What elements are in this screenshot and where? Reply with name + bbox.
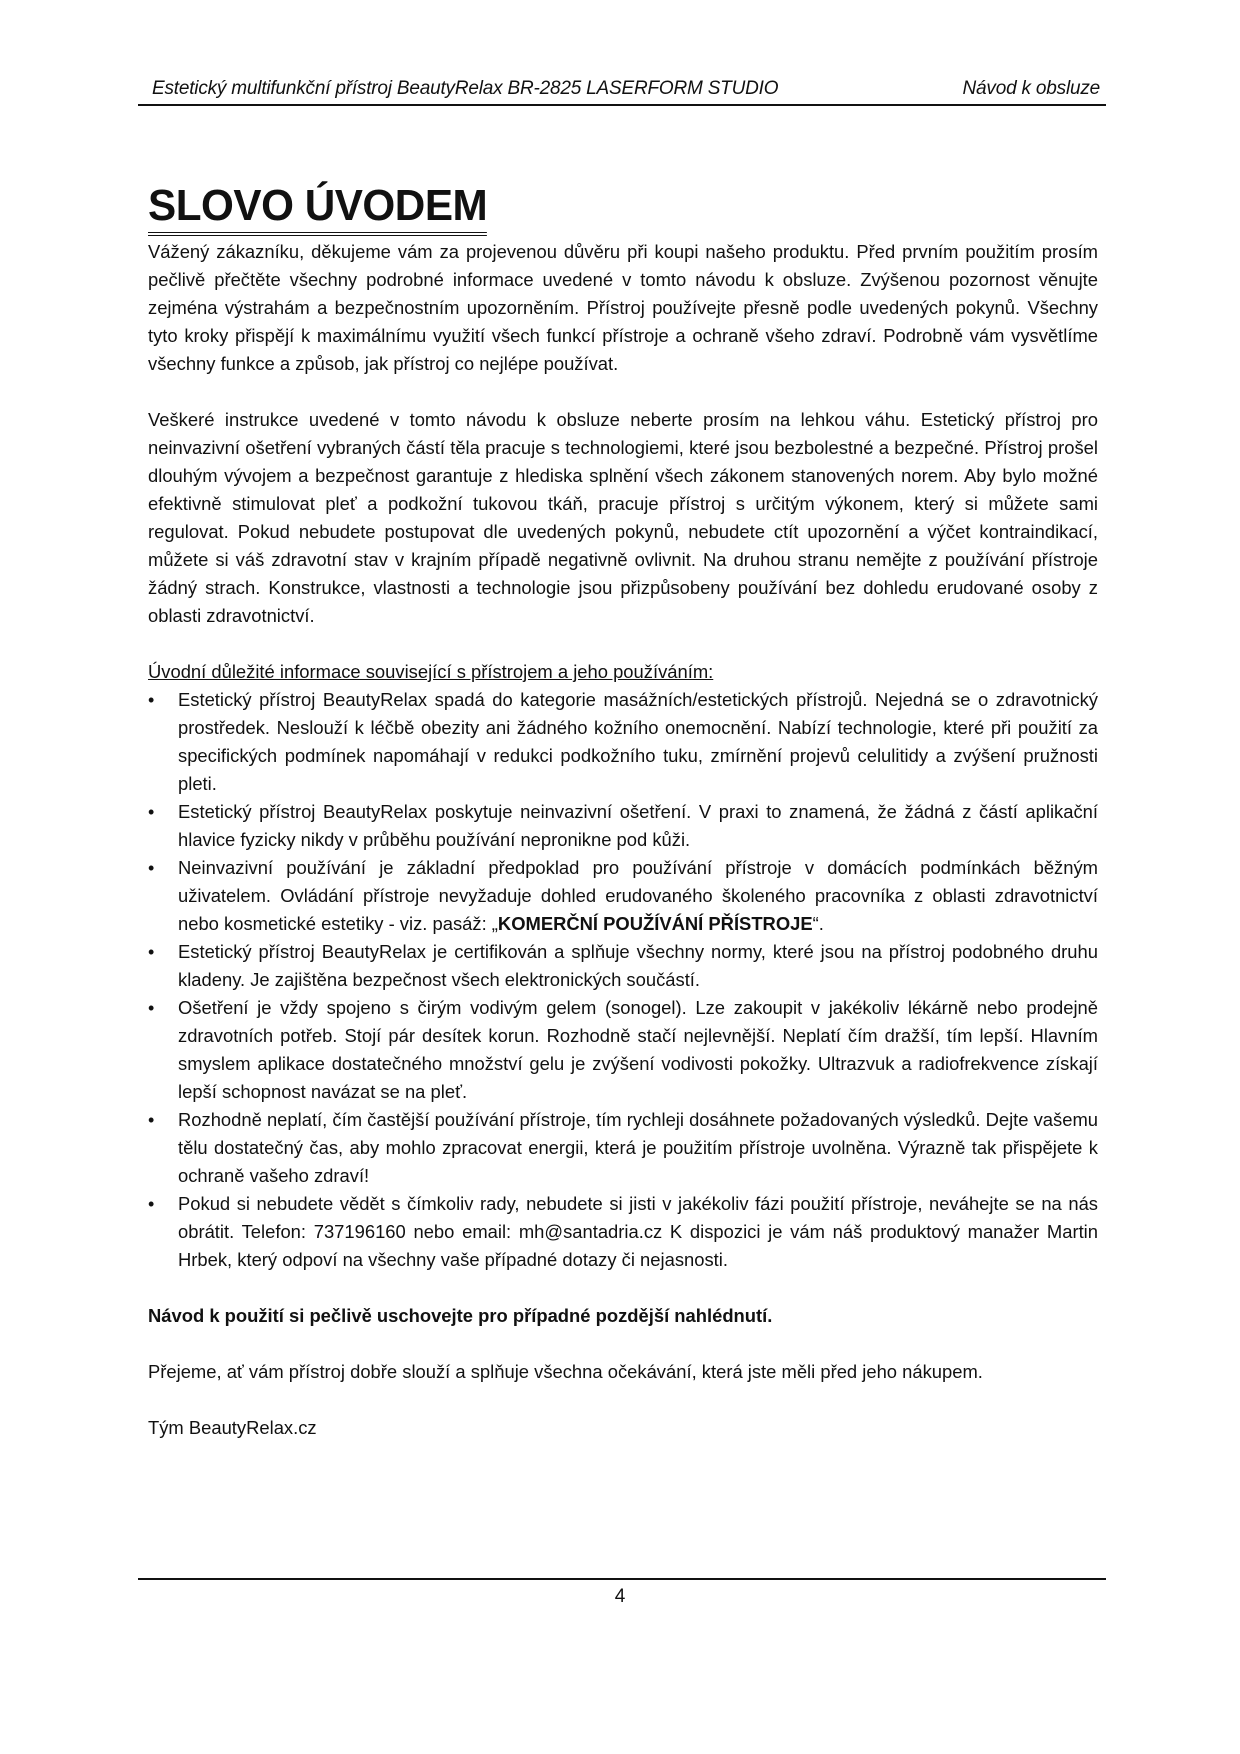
bullet-icon: • bbox=[148, 942, 155, 962]
page-content bbox=[148, 180, 1098, 1442]
info-heading: Úvodní důležité informace související s přístrojem a jeho používáním: bbox=[148, 661, 714, 682]
section-reference: KOMERČNÍ POUŽÍVÁNÍ PŘÍSTROJE bbox=[497, 913, 813, 934]
bullet-text-tail: “. bbox=[812, 913, 824, 934]
running-header bbox=[138, 74, 1106, 106]
bullet-icon: • bbox=[148, 998, 155, 1018]
paragraph-spacer bbox=[148, 630, 1098, 658]
instructions-paragraph: Veškeré instrukce uvedené v tomto návodu k obsluze neberte prosím na lehkou váhu. Estetický přístroj pro neinvazivní ošetření vybraných částí těla pracuje s technologiemi, které jsou bezbolestné a bezpečné. Přístroj prošel dlouhým vývojem a bezpečnost garantuje z hlediska splnění všech zákonem stanovených norem. Aby bylo možné efektivně stimulovat pleť a podkožní tukovou tkáň, pracuje přístroj s určitým výkonem, který si můžete sami regulovat. Pokud nebudete postupovat dle uvedených pokynů, nebudete ctít upozornění a výčet kontraindikací, můžete si váš zdravotní stav v krajním případě negativně ovlivnit. Na druhou stranu nemějte z používání přístroje žádný strach. Konstrukce, vlastnosti a technologie jsou přizpůsobeny používání bez dohledu erudované osoby z oblasti zdravotnictví. bbox=[148, 409, 1098, 626]
bullet-icon: • bbox=[148, 858, 155, 878]
closing-paragraph: Přejeme, ať vám přístroj dobře slouží a splňuje všechna očekávání, která jste měli před jeho nákupem. bbox=[148, 1361, 983, 1382]
bullet-item bbox=[148, 854, 1098, 938]
bullet-item bbox=[148, 938, 1098, 994]
paragraph-spacer bbox=[148, 1330, 1098, 1358]
bullet-item bbox=[148, 1190, 1098, 1274]
header-manual-label: Návod k obsluze bbox=[962, 78, 1100, 99]
bullet-item bbox=[148, 1106, 1098, 1190]
page-number: 4 bbox=[614, 1586, 626, 1607]
bullet-icon: • bbox=[148, 690, 155, 710]
bullet-icon: • bbox=[148, 802, 155, 822]
signature: Tým BeautyRelax.cz bbox=[148, 1417, 317, 1438]
bullet-text: Estetický přístroj BeautyRelax je certifikován a splňuje všechny normy, které jsou na přístroj podobného druhu kladeny. Je zajištěna bezpečnost všech elektronických součástí. bbox=[178, 941, 1098, 990]
bullet-text: Ošetření je vždy spojeno s čirým vodivým gelem (sonogel). Lze zakoupit v jakékoliv lékárně nebo prodejně zdravotních potřeb. Stojí pár desítek korun. Rozhodně stačí nejlevnější. Neplatí čím dražší, tím lepší. Hlavním smyslem aplikace dostatečného množství gelu je zvýšení vodivosti pokožky. Ultrazvuk a radiofrekvence získají lepší schopnost navázat se na pleť. bbox=[178, 997, 1098, 1102]
header-product-title: Estetický multifunkční přístroj BeautyRelax BR-2825 LASERFORM STUDIO bbox=[152, 78, 779, 99]
bullet-icon: • bbox=[148, 1194, 155, 1214]
footer-divider bbox=[138, 1578, 1106, 1580]
bullet-icon: • bbox=[148, 1110, 155, 1130]
paragraph-spacer bbox=[148, 1274, 1098, 1302]
paragraph-spacer bbox=[148, 1386, 1098, 1414]
bullet-text: Estetický přístroj BeautyRelax poskytuje neinvazivní ošetření. V praxi to znamená, že žádná z částí aplikační hlavice fyzicky nikdy v průběhu používání nepronikne pod kůži. bbox=[178, 801, 1098, 850]
bullet-item bbox=[148, 686, 1098, 798]
bullet-text: Neinvazivní používání je základní předpoklad pro používání přístroje v domácích podmínkách běžným uživatelem. Ovládání přístroje nevyžaduje dohled erudovaného školeného pracovníka z oblasti zdravotnictví nebo kosmetické estetiky - viz. pasáž: „ bbox=[178, 857, 1098, 934]
info-bullet-list bbox=[148, 686, 1098, 1274]
bullet-item bbox=[148, 798, 1098, 854]
bullet-item bbox=[148, 994, 1098, 1106]
keep-manual-notice: Návod k použití si pečlivě uschovejte pro případné pozdější nahlédnutí. bbox=[148, 1305, 773, 1326]
intro-paragraph: Vážený zákazníku, děkujeme vám za projevenou důvěru při koupi našeho produktu. Před prvním použitím prosím pečlivě přečtěte všechny podrobné informace uvedené v tomto návodu k obsluze. Zvýšenou pozornost věnujte zejména výstrahám a bezpečnostním upozorněním. Přístroj používejte přesně podle uvedených pokynů. Všechny tyto kroky přispějí k maximálnímu využití všech funkcí přístroje a ochraně všeho zdraví. Podrobně vám vysvětlíme všechny funkce a způsob, jak přístroj co nejlépe používat. bbox=[148, 241, 1098, 374]
bullet-text: Estetický přístroj BeautyRelax spadá do kategorie masážních/estetických přístrojů. Nejedná se o zdravotnický prostředek. Neslouží k léčbě obezity ani žádného kožního onemocnění. Nabízí technologie, které při použití za specifických podmínek napomáhají v redukci podkožního tuku, zmírnění projevů celulitidy a zvýšení pružnosti pleti. bbox=[178, 689, 1098, 794]
bullet-text: Rozhodně neplatí, čím častější používání přístroje, tím rychleji dosáhnete požadovaných výsledků. Dejte vašemu tělu dostatečný čas, aby mohlo zpracovat energii, která je použitím přístroje uvolněna. Výrazně tak přispějete k ochraně vašeho zdraví! bbox=[178, 1109, 1099, 1186]
page-title: SLOVO ÚVODEM bbox=[148, 180, 487, 236]
bullet-text: Pokud si nebudete vědět s čímkoliv rady, nebudete si jisti v jakékoliv fázi použití přístroje, neváhejte se na nás obrátit. Telefon: 737196160 nebo email: mh@santadria.cz K dispozici je vám náš produktový manažer Martin Hrbek, který odpoví na všechny vaše případné dotazy či nejasnosti. bbox=[178, 1193, 1098, 1270]
paragraph-spacer bbox=[148, 378, 1098, 406]
